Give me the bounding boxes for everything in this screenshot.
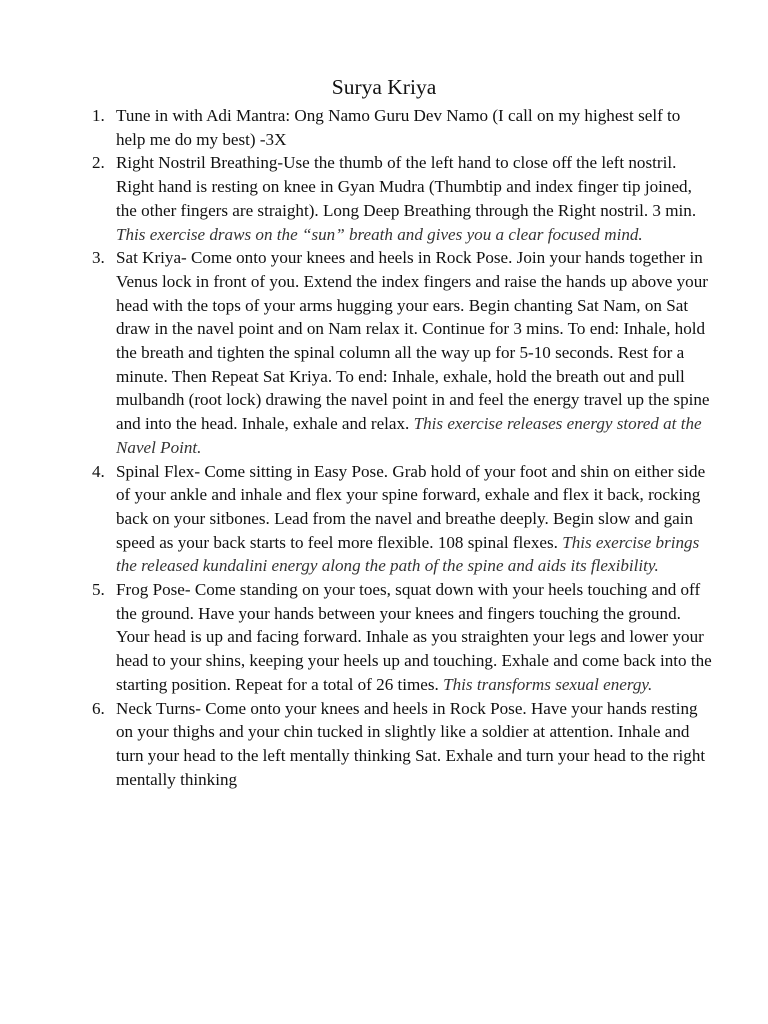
step-text: Right Nostril Breathing-Use the thumb of the left hand to close off the left nostril. Right hand is resting on knee in Gyan Mudra (Thumbtip and index finger tip joined, the other fingers are straight). Long Deep Breathing through the Right nostril. 3 min.: [116, 153, 697, 220]
exercise-list: [92, 104, 714, 791]
document-title: Surya Kriya: [331, 75, 437, 99]
step-text: Tune in with Adi Mantra: Ong Namo Guru Dev Namo (I call on my highest self to help me do my best) -3X: [116, 106, 681, 149]
step-number: 4.: [92, 461, 105, 481]
list-item: [92, 151, 714, 246]
step-text: Neck Turns- Come onto your knees and heels in Rock Pose. Have your hands resting on your thighs and your chin tucked in slightly like a soldier at attention. Inhale and turn your head to the left mentally thinking Sat. Exhale and turn your head to the right mentally thinking: [116, 698, 706, 789]
step-number: 1.: [92, 106, 105, 125]
step-note: This exercise brings the released kundalini energy along the path of the spine and aids its flexibility.: [116, 532, 700, 576]
step-note: This exercise releases energy stored at the Navel Point.: [116, 414, 702, 457]
list-item: [92, 578, 714, 697]
list-item: [92, 697, 714, 792]
step-text: Spinal Flex- Come sitting in Easy Pose. Grab hold of your foot and shin on either side of your ankle and inhale and flex your spine forward, exhale and flex it back, rocking back on your sitbones. Lead from the navel and breathe deeply. Begin slow and gain speed as your back starts to feel more flexible. 108 spinal flexes.: [116, 461, 706, 552]
step-number: 6.: [92, 698, 105, 718]
step-note: This exercise draws on the “sun” breath and gives you a clear focused mind.: [116, 224, 643, 244]
list-item: [92, 104, 714, 151]
step-number: 2.: [92, 153, 105, 173]
step-text: Sat Kriya- Come onto your knees and heels in Rock Pose. Join your hands together in Venus lock in front of you. Extend the index fingers and raise the hands up above your head with the tops of your arms hugging your ears. Begin chanting Sat Nam, on Sat draw in the navel point and on Nam relax it. Continue for 3 mins. To end: Inhale, hold the breath and tighten the spinal column all the way up for 5-10 seconds. Rest for a minute. Then Repeat Sat Kriya. To end: Inhale, exhale, hold the breath out and pull mulbandh (root lock) drawing the navel point in and feel the energy travel up the spine and into the head. Inhale, exhale and relax.: [116, 248, 710, 434]
step-text: Frog Pose- Come standing on your toes, squat down with your heels touching and off the ground. Have your hands between your knees and fingers touching the ground. Your head is up and facing forward. Inhale as you straighten your legs and lower your head to your shins, keeping your heels up and touching. Exhale and come back into the starting position. Repeat for a total of 26 times.: [116, 580, 712, 694]
list-item: [92, 246, 714, 459]
list-item: [92, 460, 714, 579]
step-number: 5.: [92, 580, 105, 600]
step-note: This transforms sexual energy.: [443, 674, 653, 694]
step-number: 3.: [92, 248, 105, 268]
